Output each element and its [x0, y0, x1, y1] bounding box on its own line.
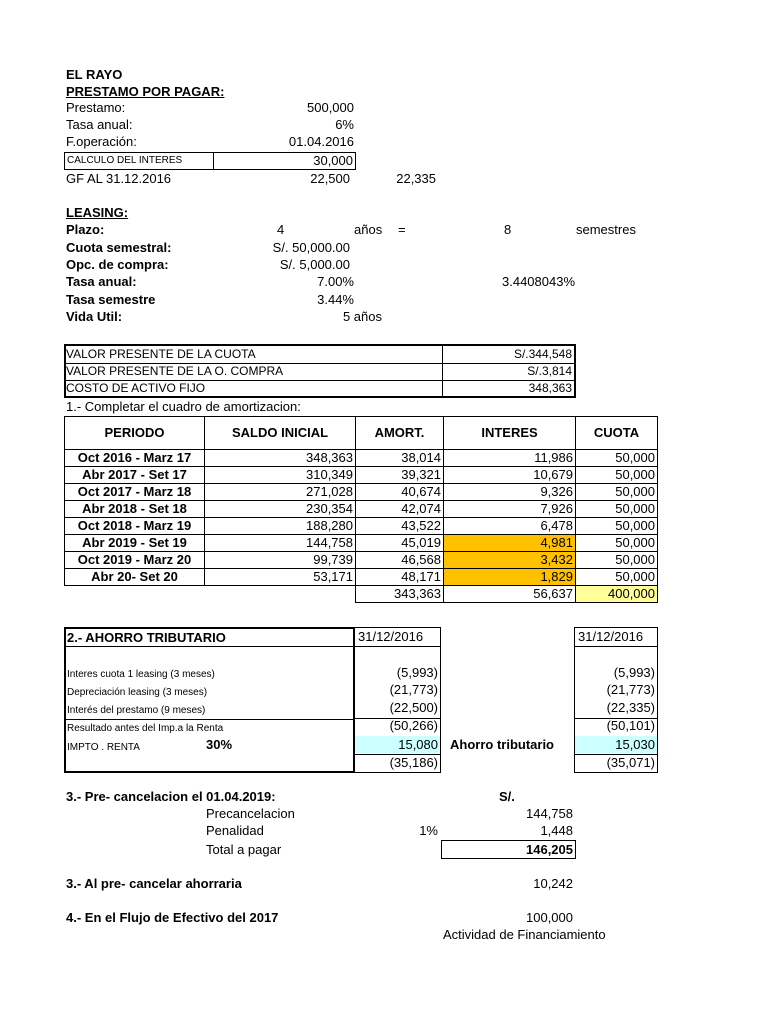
pv-label: VALOR PRESENTE DE LA CUOTA [66, 347, 256, 361]
plazo-unit: años [354, 222, 383, 237]
cell: 50,000 [576, 484, 658, 501]
pv-value: S/.3,814 [527, 364, 572, 378]
tax-row-v2: (50,101) [606, 718, 655, 733]
cashflow-value: 100,000 [526, 910, 573, 925]
cell-highlighted: 1,829 [444, 569, 576, 586]
tax-row-label: Interes cuota 1 leasing (3 meses) [67, 669, 215, 680]
total-interes: 56,637 [444, 586, 576, 603]
vida-value: 5 años [342, 309, 382, 324]
pv-label: COSTO DE ACTIVO FIJO [66, 381, 206, 395]
savings-title: 3.- Al pre- cancelar ahorraria [66, 876, 242, 891]
vida-label: Vida Util: [66, 309, 123, 324]
cashflow-title: 4.- En el Flujo de Efectivo del 2017 [66, 910, 279, 925]
savings-value: 10,242 [533, 876, 573, 891]
gf-value-1: 22,500 [310, 171, 350, 186]
cell: 310,349 [205, 467, 356, 484]
cell: 144,758 [205, 535, 356, 552]
cuota-label: Cuota semestral: [66, 240, 172, 255]
cell: 50,000 [576, 501, 658, 518]
table-row [65, 484, 658, 501]
leasing-title: LEASING: [66, 205, 129, 220]
tax-row-label: Depreciación leasing (3 meses) [67, 687, 208, 698]
total-amort: 343,363 [356, 586, 444, 603]
cell: 43,522 [356, 518, 444, 535]
cuota-value: S/. 50,000.00 [272, 240, 350, 255]
amortization-title: 1.- Completar el cuadro de amortizacion: [66, 399, 301, 414]
plazo-value: 4 [277, 222, 285, 237]
equals-sign: = [398, 222, 406, 237]
cell: Abr 2018 - Set 18 [65, 501, 205, 518]
cashflow-note: Actividad de Financiamiento [443, 927, 606, 942]
impto-v2: 15,030 [615, 737, 655, 752]
cell: 40,674 [356, 484, 444, 501]
table-row [65, 518, 658, 535]
table-row [65, 535, 658, 552]
table-row [65, 450, 658, 467]
header-periodo: PERIODO [65, 417, 205, 450]
cell: 230,354 [205, 501, 356, 518]
loan-value: 6% [335, 117, 354, 132]
cell: Abr 2017 - Set 17 [65, 467, 205, 484]
cell: Oct 2016 - Marz 17 [65, 450, 205, 467]
cell: 50,000 [576, 535, 658, 552]
penalidad-value: 1,448 [540, 823, 573, 838]
tax-date-2: 31/12/2016 [578, 629, 644, 644]
cell: 50,000 [576, 552, 658, 569]
precancel-value: 144,758 [526, 806, 573, 821]
loan-label: F.operación: [66, 134, 137, 149]
tasa-anual-extra: 3.4408043% [502, 274, 576, 289]
ahorro-label: Ahorro tributario [450, 737, 554, 752]
loan-value: 01.04.2016 [288, 134, 354, 149]
cell-highlighted: 3,432 [444, 552, 576, 569]
gf-label: GF AL 31.12.2016 [66, 171, 172, 186]
tax-row-v1: (21,773) [389, 682, 438, 697]
plazo-label: Plazo: [66, 222, 105, 237]
cell: Abr 2019 - Set 19 [65, 535, 205, 552]
semesters-value: 8 [504, 222, 512, 237]
tax-row-v1: (5,993) [396, 665, 438, 680]
impto-label: IMPTO . RENTA [67, 742, 140, 753]
pv-label: VALOR PRESENTE DE LA O. COMPRA [66, 364, 284, 378]
tax-row-v1: (22,500) [389, 700, 438, 715]
tax-row-label: Resultado antes del Imp.a la Renta [67, 723, 224, 734]
table-row [65, 501, 658, 518]
tax-final-v2: (35,071) [606, 755, 655, 770]
interest-label: CALCULO DEL INTERES [67, 155, 183, 166]
cell: 50,000 [576, 569, 658, 586]
cell: 45,019 [356, 535, 444, 552]
penalidad-label: Penalidad [206, 823, 264, 838]
cell: 39,321 [356, 467, 444, 484]
precancel-currency: S/. [499, 789, 515, 804]
tasa-sem-label: Tasa semestre [66, 292, 156, 307]
totals-row [65, 586, 658, 603]
tax-row-v2: (21,773) [606, 682, 655, 697]
cell: 9,326 [444, 484, 576, 501]
pv-value: 348,363 [528, 381, 572, 395]
header-interes: INTERES [444, 417, 576, 450]
table-row [65, 569, 658, 586]
tax-title: 2.- AHORRO TRIBUTARIO [67, 630, 226, 645]
cell: 348,363 [205, 450, 356, 467]
cell: 188,280 [205, 518, 356, 535]
tasa-anual-value: 7.00% [317, 274, 354, 289]
cell: 99,739 [205, 552, 356, 569]
pv-value: S/.344,548 [513, 347, 572, 361]
company-name: EL RAYO [66, 67, 123, 82]
tax-final-v1: (35,186) [389, 755, 438, 770]
cell: Oct 2017 - Marz 18 [65, 484, 205, 501]
total-pagar-label: Total a pagar [206, 842, 282, 857]
impto-rate: 30% [206, 737, 233, 752]
loan-label: Tasa anual: [66, 117, 133, 132]
tax-row-v2: (22,335) [606, 700, 655, 715]
tasa-sem-value: 3.44% [317, 292, 354, 307]
cell: Abr 20- Set 20 [65, 569, 205, 586]
opc-label: Opc. de compra: [66, 257, 169, 272]
penalidad-pct: 1% [419, 823, 438, 838]
cell-highlighted: 4,981 [444, 535, 576, 552]
cell: 46,568 [356, 552, 444, 569]
cell: 48,171 [356, 569, 444, 586]
header-cuota: CUOTA [576, 417, 658, 450]
total-cuota: 400,000 [576, 586, 658, 603]
cell: 38,014 [356, 450, 444, 467]
table-row [65, 467, 658, 484]
tax-row-v2: (5,993) [613, 665, 655, 680]
cell: Oct 2018 - Marz 19 [65, 518, 205, 535]
cell: 11,986 [444, 450, 576, 467]
table-header-row [65, 417, 658, 450]
cell: 50,000 [576, 467, 658, 484]
cell: 50,000 [576, 450, 658, 467]
cell: 6,478 [444, 518, 576, 535]
cell: 10,679 [444, 467, 576, 484]
tasa-anual-label: Tasa anual: [66, 274, 137, 289]
semesters-unit: semestres [576, 222, 636, 237]
loan-value: 500,000 [307, 100, 354, 115]
header-amort: AMORT. [356, 417, 444, 450]
precancel-label: Precancelacion [206, 806, 295, 821]
tax-row-label: Interés del prestamo (9 meses) [67, 705, 206, 716]
cell: 53,171 [205, 569, 356, 586]
loan-label: Prestamo: [66, 100, 126, 115]
tax-row-v1: (50,266) [389, 718, 438, 733]
cell: 50,000 [576, 518, 658, 535]
impto-v1: 15,080 [398, 737, 438, 752]
gf-value-2: 22,335 [396, 171, 436, 186]
cell: Oct 2019 - Marz 20 [65, 552, 205, 569]
tax-date-1: 31/12/2016 [358, 629, 424, 644]
precancel-title: 3.- Pre- cancelacion el 01.04.2019: [66, 789, 276, 804]
header-saldo: SALDO INICIAL [205, 417, 356, 450]
cell: 42,074 [356, 501, 444, 518]
interest-value: 30,000 [313, 153, 353, 168]
opc-value: S/. 5,000.00 [279, 257, 350, 272]
total-pagar-value: 146,205 [526, 842, 573, 857]
table-row [65, 552, 658, 569]
cell: 271,028 [205, 484, 356, 501]
cell: 7,926 [444, 501, 576, 518]
amortization-table [64, 416, 658, 603]
loan-title: PRESTAMO POR PAGAR: [66, 84, 225, 99]
